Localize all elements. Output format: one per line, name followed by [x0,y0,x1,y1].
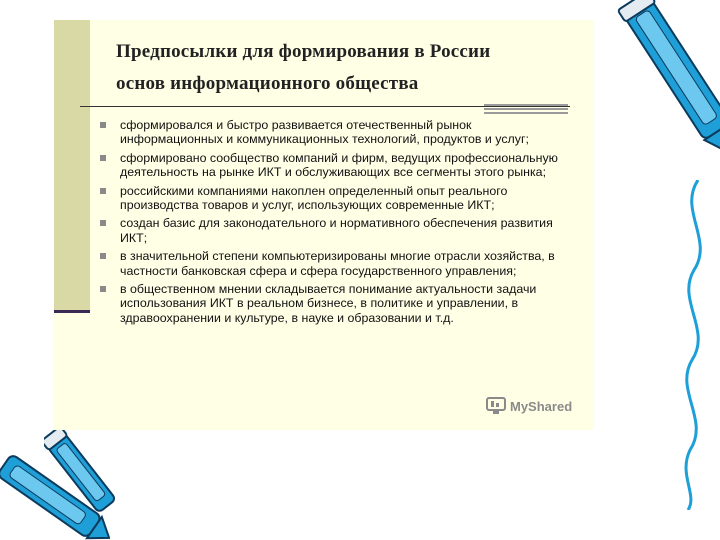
bullet-text: в значительной степени компьютеризированы многие отрасли хозяйства, в частности банковская сфера и сфера государственного управления; [120,249,555,278]
pen-icon [44,430,120,530]
pen-icon [596,0,720,200]
myshared-watermark[interactable] [486,396,572,416]
bullet-item [100,282,570,325]
bullet-list [100,118,570,329]
bullet-item [100,249,570,278]
bullet-text: сформировался и быстро развивается отечественный рынок информационных и коммуникационных технологий, продуктов и услуг; [120,118,529,147]
bullet-text: сформировано сообщество компаний и фирм, ведущих профессиональную деятельность на рынке ИКТ и обслуживающих все сегменты этого рынка; [120,150,558,180]
bullet-square-icon [100,253,106,259]
slide-title-line-2: основ информационного общества [116,73,419,94]
myshared-logo-icon [486,397,506,415]
bullet-item [100,151,570,180]
bullet-square-icon [100,286,106,292]
bullet-item [100,184,570,213]
title-divider-stripes [484,104,568,116]
slide-left-bar-accent [54,310,90,313]
bullet-square-icon [100,188,106,194]
slide-title-line-1: Предпосылки для формирования в России [116,41,491,62]
bullet-text: в общественном мнении складывается понимание актуальности задачи использования ИКТ в реальном бизнесе, в политике и управлении, в здравоохранении и культуре, в науке и образовании и т.д. [120,282,537,325]
bullet-item [100,118,570,147]
bullet-text: российскими компаниями накоплен определенный опыт реального производства товаров и услуг, использующих современные ИКТ; [120,183,508,213]
bullet-square-icon [100,220,106,226]
squiggle-line-icon [668,180,720,510]
watermark-text: MyShared [510,398,573,414]
bullet-item [100,216,570,245]
slide-title [116,36,576,100]
slide-left-bar [54,20,90,312]
bullet-text: создан базис для законодательного и нормативного обеспечения развития ИКТ; [120,216,553,245]
bullet-square-icon [100,122,106,128]
bullet-square-icon [100,155,106,161]
